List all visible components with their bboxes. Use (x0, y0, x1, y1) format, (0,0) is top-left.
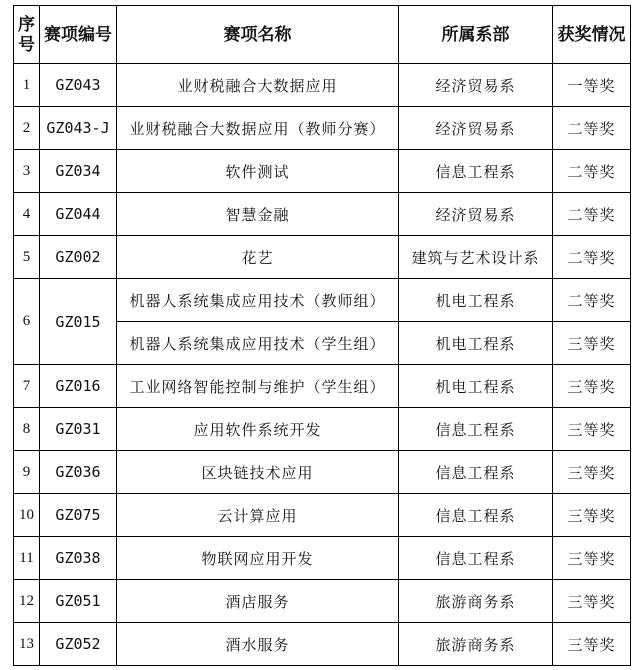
prize-cell: 三等奖 (553, 408, 631, 451)
dept-cell: 信息工程系 (399, 451, 553, 494)
dept-cell: 经济贸易系 (399, 193, 553, 236)
code-cell: GZ036 (40, 451, 117, 494)
name-cell: 工业网络智能控制与维护（学生组） (117, 365, 399, 408)
prize-cell: 三等奖 (553, 580, 631, 623)
dept-cell: 信息工程系 (399, 408, 553, 451)
code-cell: GZ038 (40, 537, 117, 580)
header-dept: 所属系部 (399, 6, 553, 64)
prize-cell: 三等奖 (553, 623, 631, 666)
code-cell: GZ031 (40, 408, 117, 451)
table-row (14, 494, 631, 537)
code-cell: GZ044 (40, 193, 117, 236)
table-row (14, 193, 631, 236)
name-cell: 业财税融合大数据应用 (117, 64, 399, 107)
name-cell: 区块链技术应用 (117, 451, 399, 494)
dept-cell: 经济贸易系 (399, 107, 553, 150)
seq-cell: 9 (14, 451, 40, 494)
name-cell: 酒水服务 (117, 623, 399, 666)
name-cell: 智慧金融 (117, 193, 399, 236)
header-name: 赛项名称 (117, 6, 399, 64)
dept-cell: 信息工程系 (399, 150, 553, 193)
table-row (14, 64, 631, 107)
table-row (14, 365, 631, 408)
seq-cell: 7 (14, 365, 40, 408)
name-cell: 酒店服务 (117, 580, 399, 623)
code-cell: GZ043 (40, 64, 117, 107)
name-cell: 应用软件系统开发 (117, 408, 399, 451)
name-cell: 软件测试 (117, 150, 399, 193)
seq-cell: 13 (14, 623, 40, 666)
seq-cell: 4 (14, 193, 40, 236)
table-row (14, 236, 631, 279)
table-row (14, 580, 631, 623)
prize-cell: 三等奖 (553, 537, 631, 580)
dept-cell: 机电工程系 (399, 365, 553, 408)
seq-cell: 6 (14, 279, 40, 365)
name-cell: 机器人系统集成应用技术（教师组） (117, 279, 399, 322)
seq-cell: 1 (14, 64, 40, 107)
name-cell: 机器人系统集成应用技术（学生组） (117, 322, 399, 365)
seq-cell: 8 (14, 408, 40, 451)
dept-cell: 建筑与艺术设计系 (399, 236, 553, 279)
dept-cell: 机电工程系 (399, 322, 553, 365)
header-code: 赛项编号 (40, 6, 117, 64)
seq-cell: 10 (14, 494, 40, 537)
code-cell: GZ016 (40, 365, 117, 408)
table-row (14, 150, 631, 193)
code-cell: GZ043-J (40, 107, 117, 150)
code-cell: GZ051 (40, 580, 117, 623)
prize-cell: 三等奖 (553, 365, 631, 408)
table-row (14, 279, 631, 322)
table-row (14, 408, 631, 451)
awards-table (13, 5, 631, 666)
name-cell: 物联网应用开发 (117, 537, 399, 580)
prize-cell: 一等奖 (553, 64, 631, 107)
code-cell: GZ002 (40, 236, 117, 279)
prize-cell: 二等奖 (553, 150, 631, 193)
prize-cell: 三等奖 (553, 451, 631, 494)
seq-cell: 12 (14, 580, 40, 623)
prize-cell: 二等奖 (553, 193, 631, 236)
code-cell: GZ052 (40, 623, 117, 666)
header-seq: 序号 (14, 6, 40, 64)
table-row (14, 537, 631, 580)
table-row (14, 451, 631, 494)
dept-cell: 旅游商务系 (399, 580, 553, 623)
seq-cell: 5 (14, 236, 40, 279)
dept-cell: 信息工程系 (399, 494, 553, 537)
dept-cell: 旅游商务系 (399, 623, 553, 666)
name-cell: 业财税融合大数据应用（教师分赛） (117, 107, 399, 150)
prize-cell: 三等奖 (553, 494, 631, 537)
prize-cell: 三等奖 (553, 322, 631, 365)
prize-cell: 二等奖 (553, 236, 631, 279)
code-cell: GZ075 (40, 494, 117, 537)
dept-cell: 经济贸易系 (399, 64, 553, 107)
prize-cell: 二等奖 (553, 279, 631, 322)
name-cell: 云计算应用 (117, 494, 399, 537)
prize-cell: 二等奖 (553, 107, 631, 150)
dept-cell: 机电工程系 (399, 279, 553, 322)
seq-cell: 11 (14, 537, 40, 580)
code-cell: GZ034 (40, 150, 117, 193)
header-prize: 获奖情况 (553, 6, 631, 64)
seq-cell: 2 (14, 107, 40, 150)
code-cell: GZ015 (40, 279, 117, 365)
name-cell: 花艺 (117, 236, 399, 279)
header-row (14, 6, 631, 64)
table-row (14, 623, 631, 666)
table-row (14, 107, 631, 150)
dept-cell: 信息工程系 (399, 537, 553, 580)
seq-cell: 3 (14, 150, 40, 193)
